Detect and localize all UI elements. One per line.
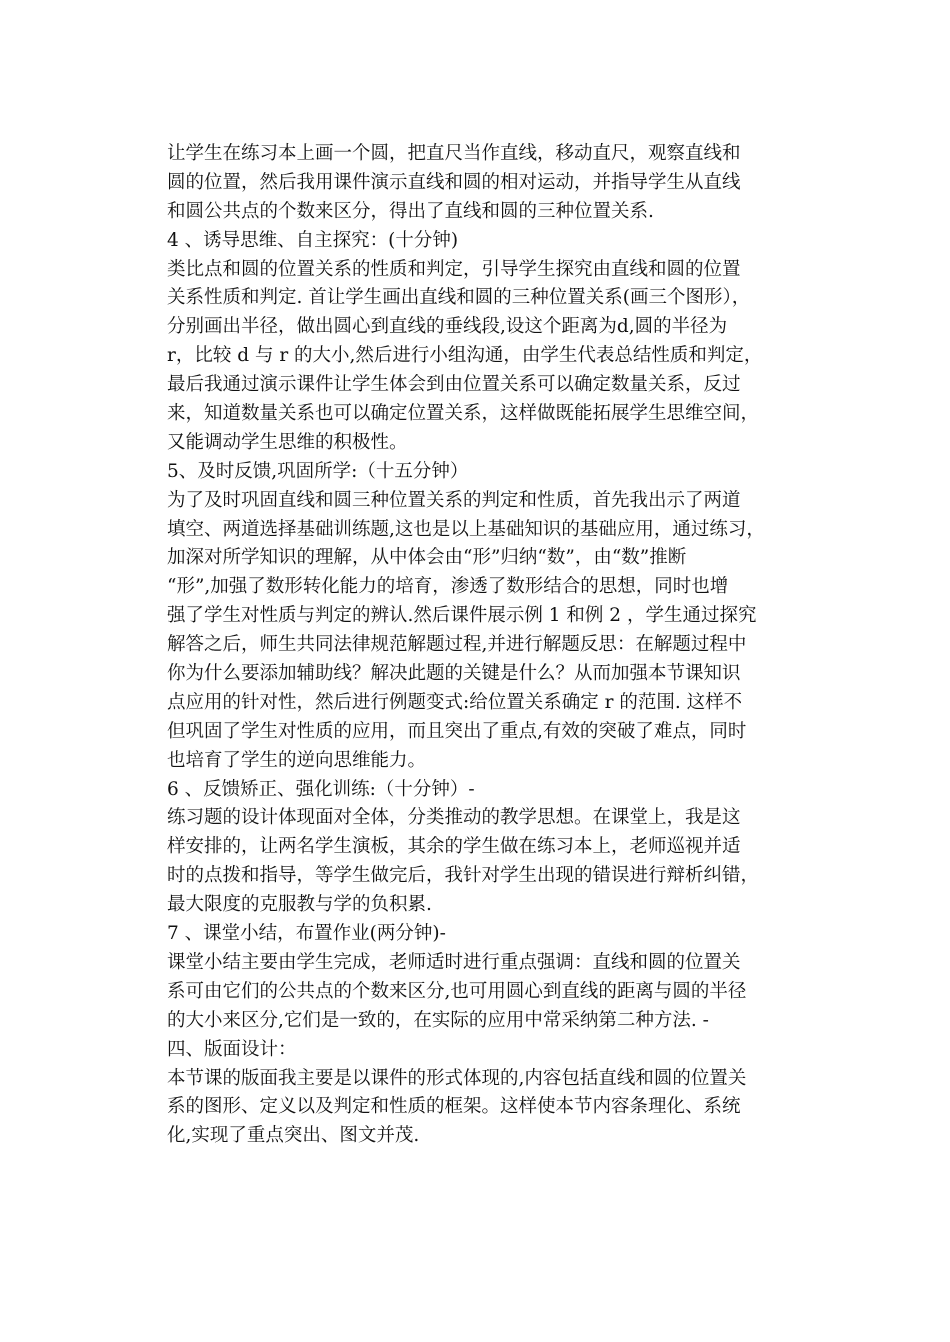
text-line: 点应用的针对性，然后进行例题变式:给位置关系确定 r 的范围. 这样不 [167,691,743,713]
text-line: 系的图形、定义以及判定和性质的框架。这样使本节内容条理化、系统 [167,1096,741,1118]
text-line: 的大小来区分,它们是一致的，在实际的应用中常采纳第二种方法. - [167,1009,709,1031]
text-line: 样安排的，让两名学生演板，其余的学生做在练习本上，老师巡视并适 [167,836,741,858]
text-line: 加深对所学知识的理解，从中体会由“形”归纳“数”，由“数”推断 [167,547,687,569]
text-line: 解答之后，师生共同法律规范解题过程,并进行解题反思：在解题过程中 [167,634,747,656]
text-line: 最大限度的克服教与学的负积累. [167,894,432,916]
text-line: 最后我通过演示课件让学生体会到由位置关系可以确定数量关系，反过 [167,374,741,396]
section-heading: 7 、课堂小结，布置作业(两分钟)- [167,923,446,945]
text-line: 和圆公共点的个数来区分，得出了直线和圆的三种位置关系. [167,200,654,222]
document-body [167,140,797,1151]
text-line: “形”,加强了数形转化能力的培育，渗透了数形结合的思想，同时也增 [167,576,729,598]
text-line: 课堂小结主要由学生完成，老师适时进行重点强调：直线和圆的位置关 [167,951,741,973]
text-line: 系可由它们的公共点的个数来区分,也可用圆心到直线的距离与圆的半径 [167,980,747,1002]
text-line: 化,实现了重点突出、图文并茂. [167,1125,420,1147]
section-heading: 4 、诱导思维、自主探究：(十分钟) [167,229,459,251]
text-line: 来，知道数量关系也可以确定位置关系，这样做既能拓展学生思维空间， [167,403,760,425]
text-line: 但巩固了学生对性质的应用，而且突出了重点,有效的突破了难点，同时 [167,720,747,742]
section-heading: 四、版面设计： [167,1038,297,1060]
text-line: 本节课的版面我主要是以课件的形式体现的,内容包括直线和圆的位置关 [167,1067,747,1089]
text-line: 让学生在练习本上画一个圆，把直尺当作直线，移动直尺，观察直线和 [167,143,741,164]
text-line: 分别画出半径，做出圆心到直线的垂线段,设这个距离为d,圆的半径为 [167,316,728,338]
text-line: 又能调动学生思维的积极性。 [167,431,408,453]
text-line: r，比较 d 与 r 的大小,然后进行小组沟通，由学生代表总结性质和判定， [167,345,763,367]
text-line: 类比点和圆的位置关系的性质和判定，引导学生探究由直线和圆的位置 [167,258,741,280]
text-line: 圆的位置，然后我用课件演示直线和圆的相对运动，并指导学生从直线 [167,171,741,193]
text-line: 关系性质和判定. 首让学生画出直线和圆的三种位置关系(画三个图形）， [167,287,751,309]
text-line: 强了学生对性质与判定的辨认.然后课件展示例 1 和例 2 ，学生通过探究 [167,605,757,627]
section-heading: 6 、反馈矫正、强化训练:（十分钟）- [167,778,475,800]
section-heading: 5、及时反馈,巩固所学:（十五分钟） [167,460,469,482]
text-line: 练习题的设计体现面对全体，分类推动的教学思想。在课堂上，我是这 [167,807,741,829]
text-line: 时的点拨和指导，等学生做完后，我针对学生出现的错误进行辩析纠错， [167,865,760,887]
text-line: 你为什么要添加辅助线？解决此题的关键是什么？从而加强本节课知识 [167,663,741,685]
text-line: 填空、两道选择基础训练题,这也是以上基础知识的基础应用，通过练习， [167,518,765,540]
text-line: 也培育了学生的逆向思维能力。 [167,749,427,771]
text-line: 为了及时巩固直线和圆三种位置关系的判定和性质，首先我出示了两道 [167,489,741,511]
